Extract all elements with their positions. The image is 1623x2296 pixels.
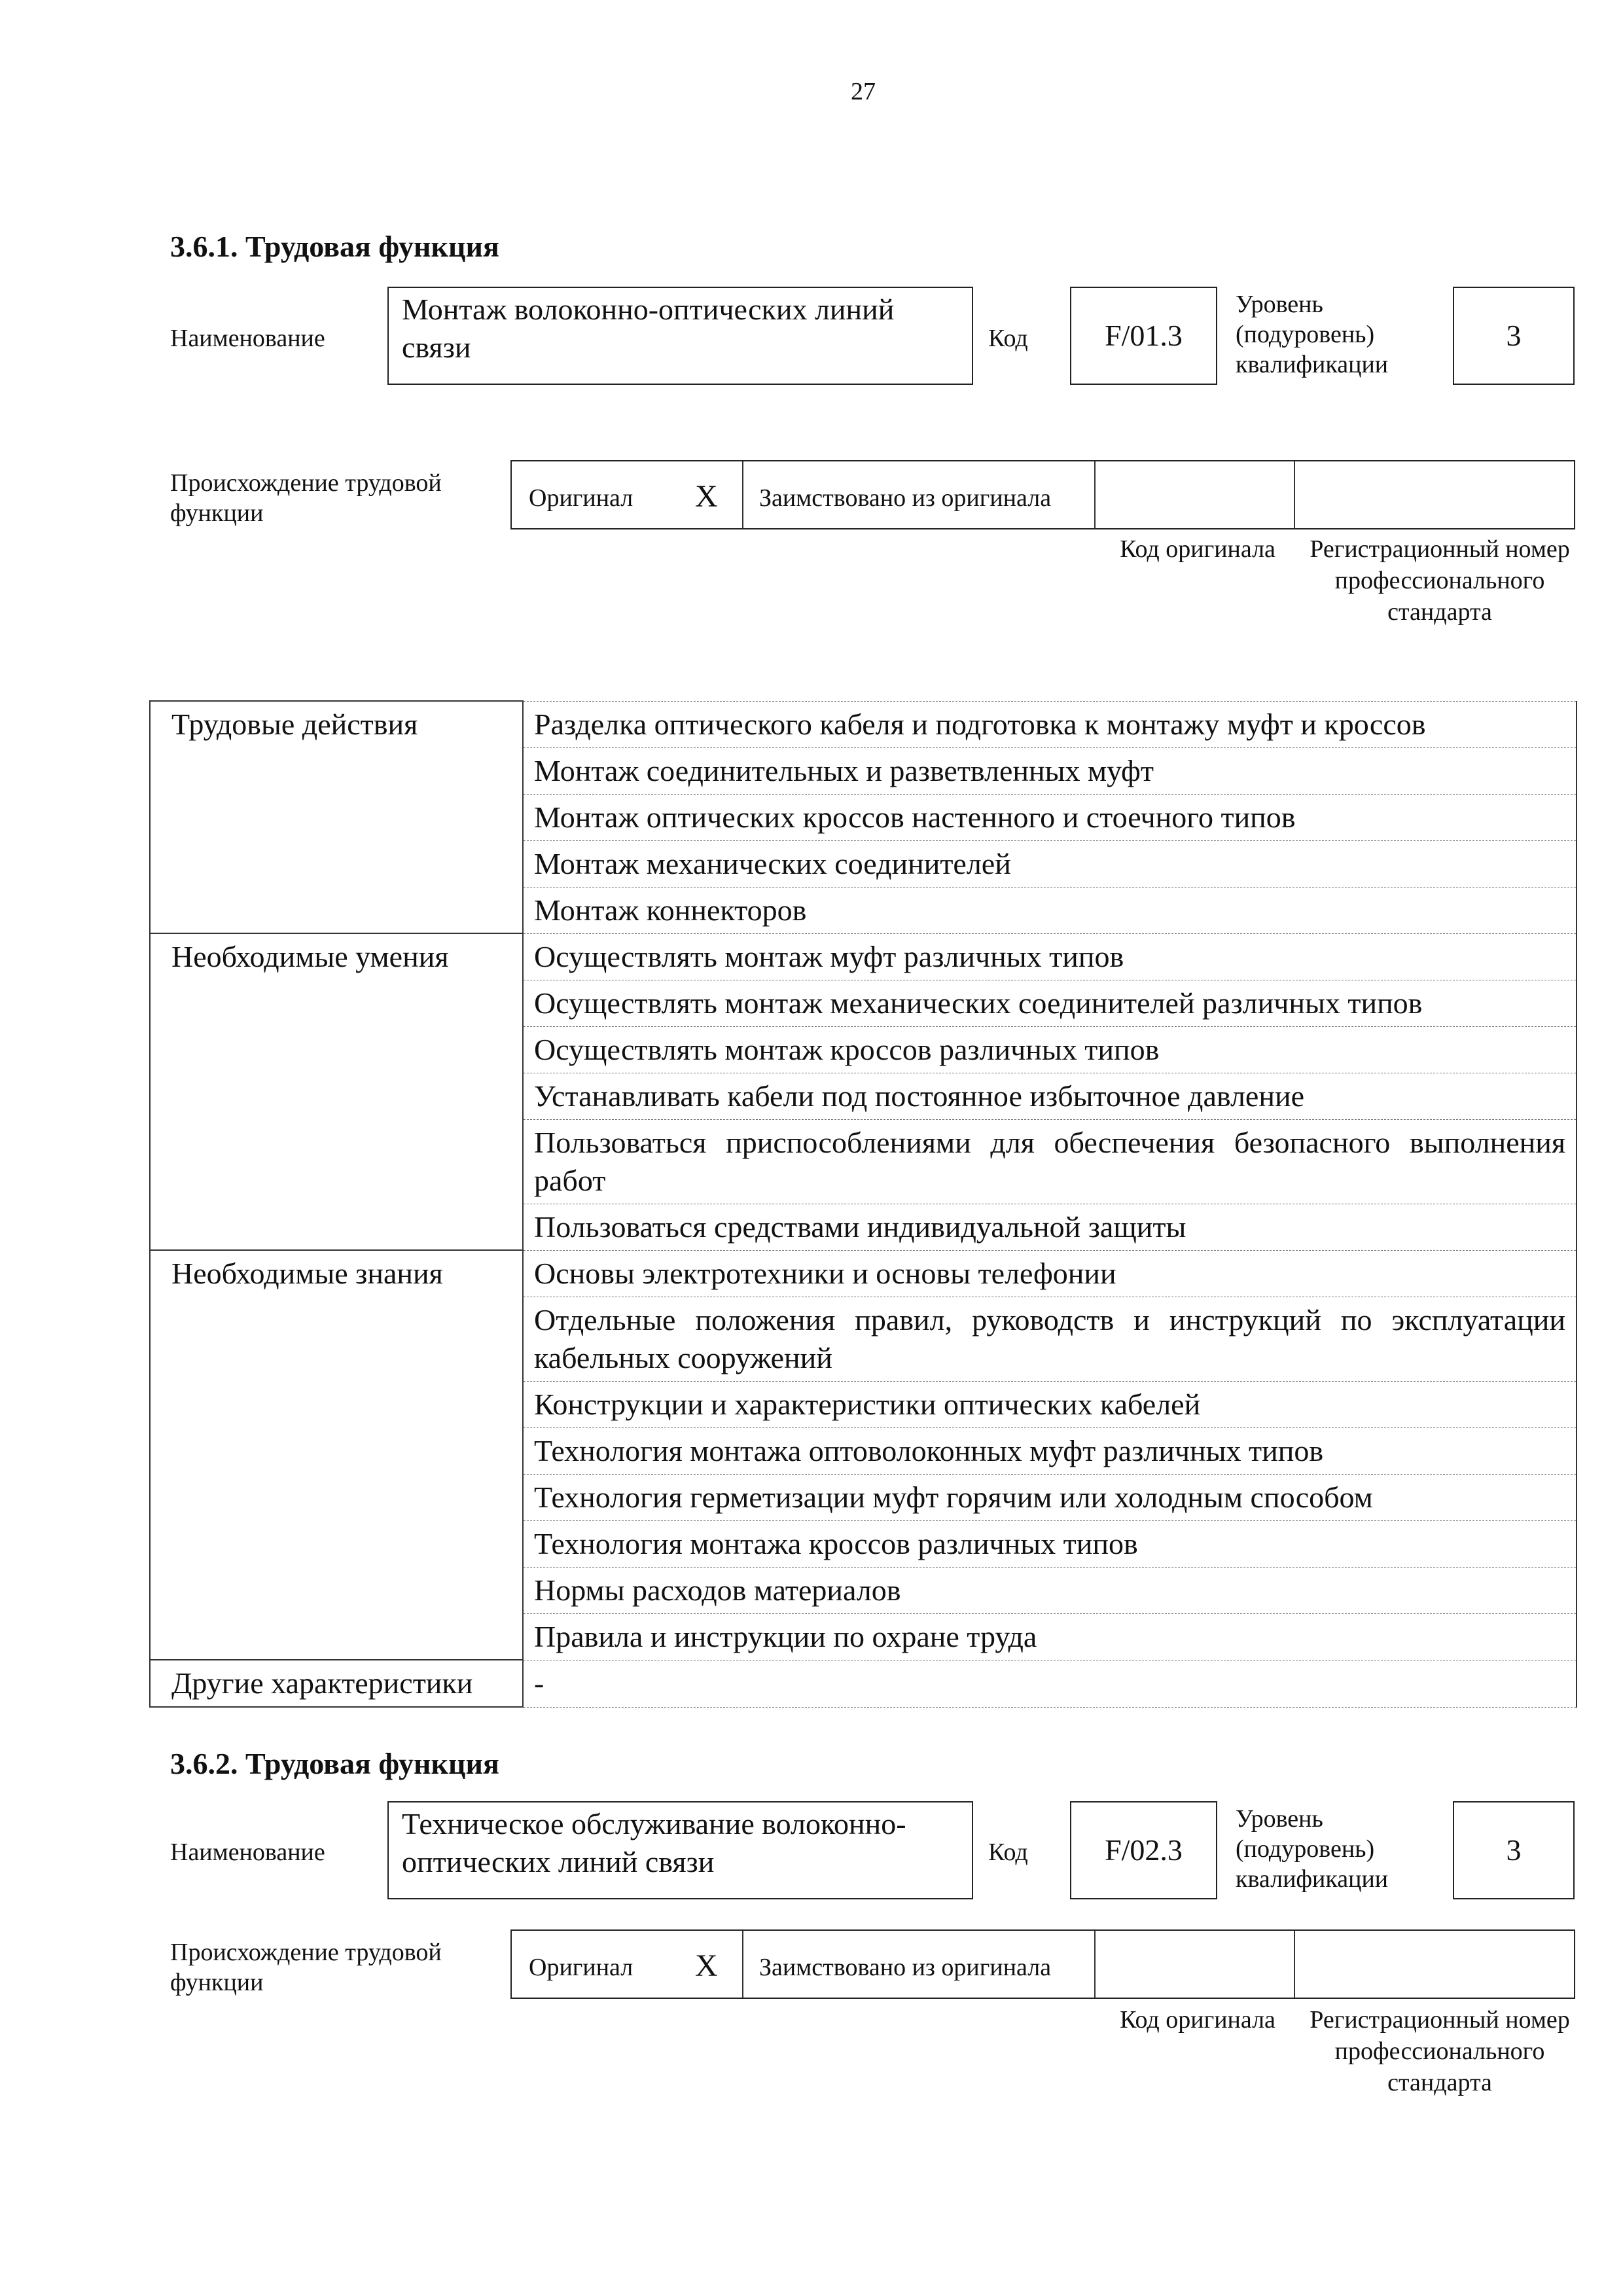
function-code-box: [1070, 287, 1217, 385]
table-row: [150, 1250, 1577, 1297]
list-item: Технология герметизации муфт горячим или холодным способом: [523, 1474, 1577, 1520]
divider: [1094, 461, 1096, 528]
list-item: Монтаж соединительных и разветвленных муфт: [523, 747, 1577, 794]
divider: [1094, 1931, 1096, 1998]
function-code: F/02.3: [1105, 1833, 1183, 1867]
level-label: Уровень (подуровень) квалификации: [1236, 1805, 1389, 1893]
borrowed-label: Заимствовано из оригинала: [759, 1954, 1052, 1981]
list-item: Пользоваться средствами индивидуальной защиты: [523, 1204, 1577, 1250]
divider: [742, 1931, 743, 1998]
origin-box: [510, 1929, 1575, 1999]
level-box: [1453, 287, 1575, 385]
name-label: Наименование: [170, 325, 325, 352]
original-label: Оригинал: [529, 1954, 633, 1981]
page-number: 27: [851, 78, 876, 105]
row-header: Трудовые действия: [150, 701, 523, 933]
table-row: [150, 933, 1577, 980]
origin-label: Происхождение трудовой функции: [170, 1939, 442, 1996]
origin-box: [510, 460, 1575, 529]
function-code-box: [1070, 1801, 1217, 1899]
list-item: Разделка оптического кабеля и подготовка к монтажу муфт и кроссов: [523, 701, 1577, 747]
table-row: [150, 701, 1577, 747]
row-header: Необходимые знания: [150, 1250, 523, 1660]
list-item: Технология монтажа кроссов различных типов: [523, 1520, 1577, 1567]
list-item: Монтаж коннекторов: [523, 887, 1577, 933]
list-item: Основы электротехники и основы телефонии: [523, 1250, 1577, 1297]
section-title: 3.6.1. Трудовая функция: [170, 230, 499, 263]
borrowed-label: Заимствовано из оригинала: [759, 484, 1052, 512]
list-item: -: [523, 1660, 1577, 1707]
table-row: [150, 1660, 1577, 1707]
function-name: Монтаж волоконно-оптических линий связи: [402, 293, 895, 364]
origin-label: Происхождение трудовой функции: [170, 469, 442, 527]
code-label: Код: [988, 325, 1028, 352]
list-item: Нормы расходов материалов: [523, 1567, 1577, 1613]
row-header: Другие характеристики: [150, 1660, 523, 1707]
reg-number-caption: Регистрационный номер профессионального стандарта: [1310, 2006, 1570, 2096]
original-mark: X: [695, 1948, 718, 1983]
list-item: Монтаж механических соединителей: [523, 840, 1577, 887]
divider: [1294, 461, 1295, 528]
code-original-caption: Код оригинала: [1120, 535, 1275, 563]
list-item: Монтаж оптических кроссов настенного и стоечного типов: [523, 794, 1577, 840]
level-box: [1453, 1801, 1575, 1899]
level-value: 3: [1506, 319, 1522, 352]
list-item: Технология монтажа оптоволоконных муфт различных типов: [523, 1427, 1577, 1474]
list-item: Осуществлять монтаж кроссов различных типов: [523, 1026, 1577, 1073]
function-details-table: [149, 700, 1577, 1708]
original-label: Оригинал: [529, 484, 633, 512]
level-label: Уровень (подуровень) квалификации: [1236, 291, 1389, 378]
divider: [1294, 1931, 1295, 1998]
list-item: Конструкции и характеристики оптических кабелей: [523, 1381, 1577, 1427]
row-header: Необходимые умения: [150, 933, 523, 1250]
list-item: Правила и инструкции по охране труда: [523, 1613, 1577, 1660]
list-item: Пользоваться приспособлениями для обеспечения безопасного выполнения работ: [523, 1119, 1577, 1204]
list-item: Осуществлять монтаж муфт различных типов: [523, 933, 1577, 980]
divider: [742, 461, 743, 528]
list-item: Устанавливать кабели под постоянное избыточное давление: [523, 1073, 1577, 1119]
function-name-box: [387, 1801, 973, 1899]
reg-number-caption: Регистрационный номер профессионального стандарта: [1310, 535, 1570, 626]
function-name-box: [387, 287, 973, 385]
code-original-caption: Код оригинала: [1120, 2006, 1275, 2034]
section-title: 3.6.2. Трудовая функция: [170, 1747, 499, 1780]
list-item: Осуществлять монтаж механических соединителей различных типов: [523, 980, 1577, 1026]
name-label: Наименование: [170, 1839, 325, 1866]
original-mark: X: [695, 479, 718, 514]
list-item: Отдельные положения правил, руководств и инструкций по эксплуатации кабельных сооружений: [523, 1297, 1577, 1381]
function-code: F/01.3: [1105, 319, 1183, 352]
level-value: 3: [1506, 1833, 1522, 1867]
code-label: Код: [988, 1839, 1028, 1866]
function-name: Техническое обслуживание волоконно-оптических линий связи: [402, 1807, 906, 1878]
